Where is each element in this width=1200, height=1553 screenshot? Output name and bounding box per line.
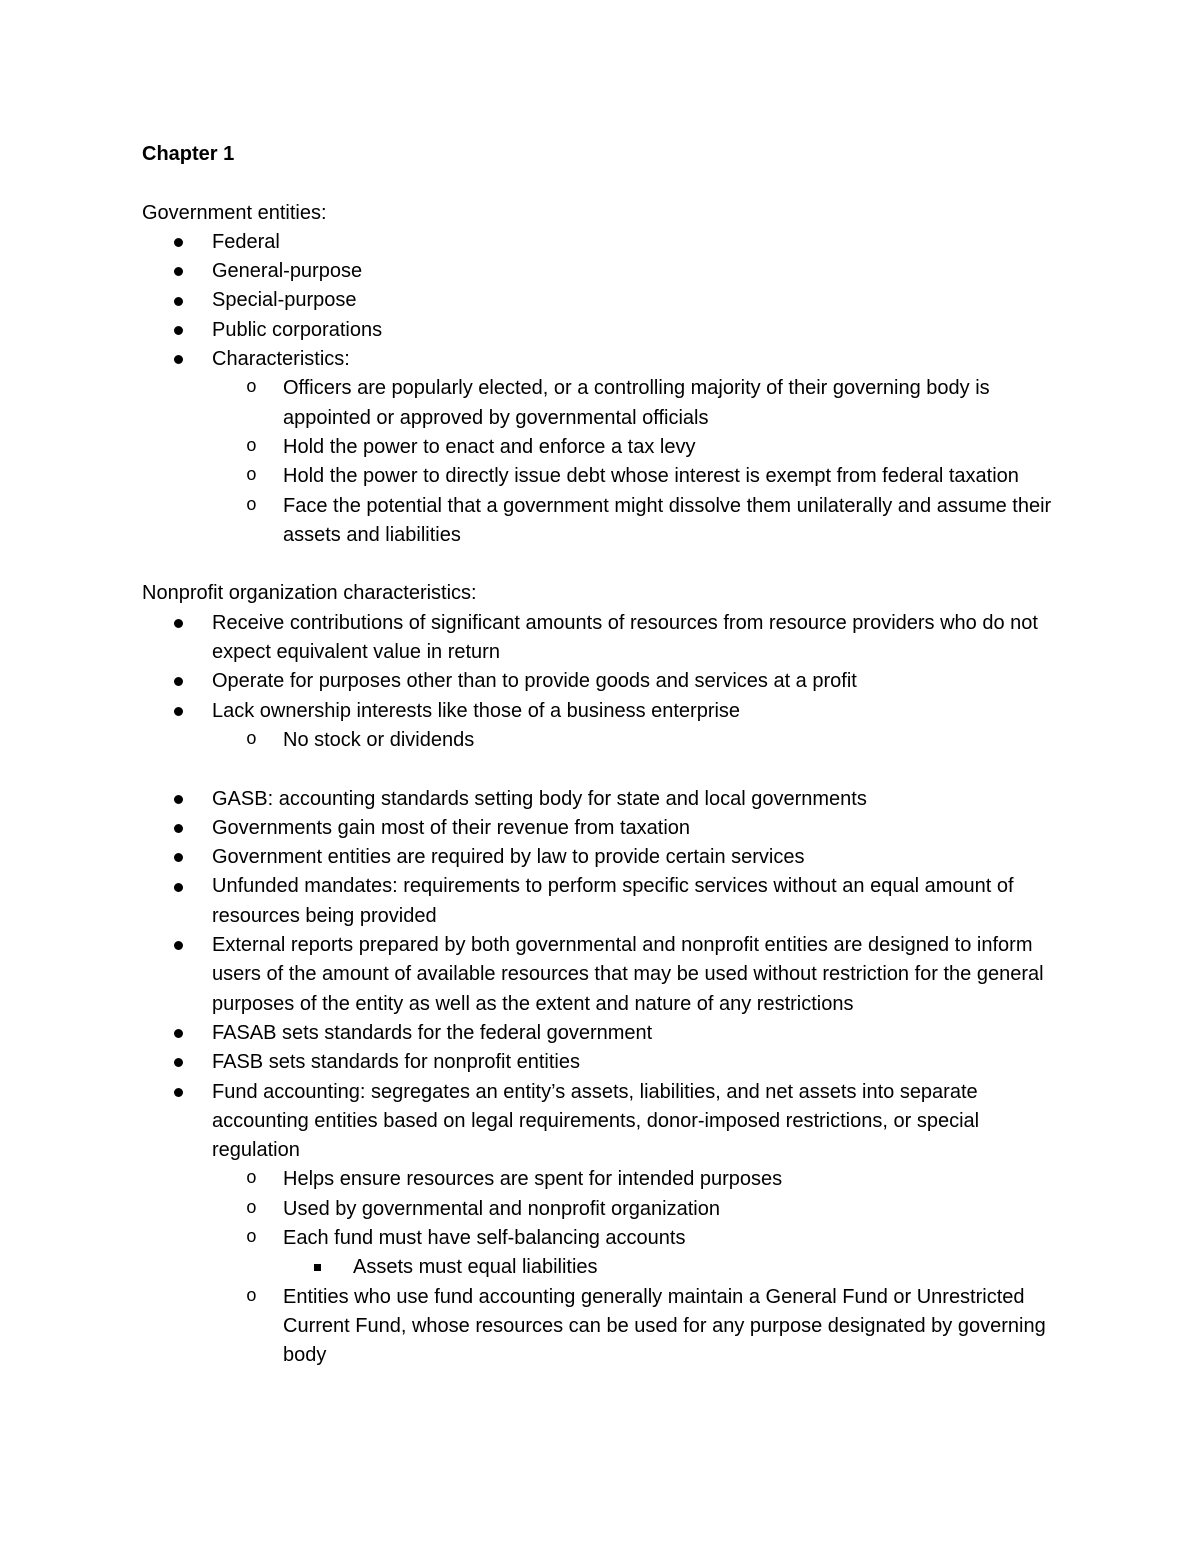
list-item: External reports prepared by both governmental and nonprofit entities are designed to inform users of the amount of available resources that may be used without restriction for the general purposes of the entity as well as the extent and nature of any restrictions <box>142 931 1062 1019</box>
circle-bullet-icon: o <box>246 1286 257 1307</box>
bullet-icon <box>174 609 183 638</box>
bullet-icon <box>174 1078 183 1107</box>
circle-bullet-icon: o <box>246 378 257 399</box>
list-item: Receive contributions of significant amounts of resources from resource providers who do not expect equivalent value in return <box>142 609 1062 668</box>
bullet-icon <box>174 872 183 901</box>
bullet-icon <box>174 286 183 315</box>
sub-list-item: o Used by governmental and nonprofit organization <box>142 1195 1062 1224</box>
list-item: Government entities are required by law to provide certain services <box>142 843 1062 872</box>
circle-bullet-icon: o <box>246 1227 257 1248</box>
circle-bullet-icon: o <box>246 729 257 750</box>
gov-heading: Government entities: <box>142 201 327 224</box>
list-item: FASAB sets standards for the federal government <box>142 1019 1062 1048</box>
circle-bullet-icon: o <box>246 1198 257 1219</box>
bullet-icon <box>174 785 183 814</box>
list-item: Unfunded mandates: requirements to perform specific services without an equal amount of resources being provided <box>142 872 1062 931</box>
sub-list-item: o Face the potential that a government might dissolve them unilaterally and assume their assets and liabilities <box>142 492 1062 551</box>
bullet-icon <box>174 814 183 843</box>
nonprofit-list <box>142 609 1062 755</box>
gov-list <box>142 228 1062 550</box>
square-bullet-icon <box>314 1253 321 1282</box>
circle-bullet-icon: o <box>246 436 257 457</box>
bullet-icon <box>174 345 183 374</box>
circle-bullet-icon: o <box>246 1169 257 1190</box>
bullet-icon <box>174 697 183 726</box>
general-list <box>142 785 1062 1371</box>
circle-bullet-icon: o <box>246 466 257 487</box>
list-item: Fund accounting: segregates an entity’s assets, liabilities, and net assets into separate accounting entities based on legal requirements, donor-imposed restrictions, or special regulation <box>142 1078 1062 1166</box>
sub-list-item: o Hold the power to directly issue debt whose interest is exempt from federal taxation <box>142 462 1062 491</box>
sub-list-item: o Hold the power to enact and enforce a tax levy <box>142 433 1062 462</box>
document-page <box>142 140 1062 1370</box>
bullet-icon <box>174 257 183 286</box>
list-item: FASB sets standards for nonprofit entities <box>142 1048 1062 1077</box>
bullet-icon <box>174 316 183 345</box>
bullet-icon <box>174 1019 183 1048</box>
sub-sub-list-item: Assets must equal liabilities <box>142 1253 1062 1282</box>
circle-bullet-icon: o <box>246 495 257 516</box>
list-item: Special-purpose <box>142 286 1062 315</box>
list-item: Characteristics: <box>142 345 1062 374</box>
list-item: Governments gain most of their revenue from taxation <box>142 814 1062 843</box>
spacer <box>142 755 1062 784</box>
nonprofit-heading: Nonprofit organization characteristics: <box>142 582 477 605</box>
list-item: Public corporations <box>142 316 1062 345</box>
sub-list-item: o Helps ensure resources are spent for intended purposes <box>142 1165 1062 1194</box>
bullet-icon <box>174 931 183 960</box>
bullet-icon <box>174 228 183 257</box>
list-item: Operate for purposes other than to provide goods and services at a profit <box>142 667 1062 696</box>
list-item: General-purpose <box>142 257 1062 286</box>
sub-list-item: o Entities who use fund accounting generally maintain a General Fund or Unrestricted Current Fund, whose resources can be used for any purpose designated by governing body <box>142 1283 1062 1371</box>
sub-list-item: o Officers are popularly elected, or a controlling majority of their governing body is appointed or approved by governmental officials <box>142 374 1062 433</box>
sub-list-item: o Each fund must have self-balancing accounts <box>142 1224 1062 1253</box>
list-item: Federal <box>142 228 1062 257</box>
bullet-icon <box>174 667 183 696</box>
sub-list-item: o No stock or dividends <box>142 726 1062 755</box>
chapter-title: Chapter 1 <box>142 143 235 165</box>
bullet-icon <box>174 843 183 872</box>
list-item: Lack ownership interests like those of a business enterprise <box>142 697 1062 726</box>
bullet-icon <box>174 1048 183 1077</box>
spacer <box>142 550 1062 579</box>
list-item: GASB: accounting standards setting body for state and local governments <box>142 785 1062 814</box>
